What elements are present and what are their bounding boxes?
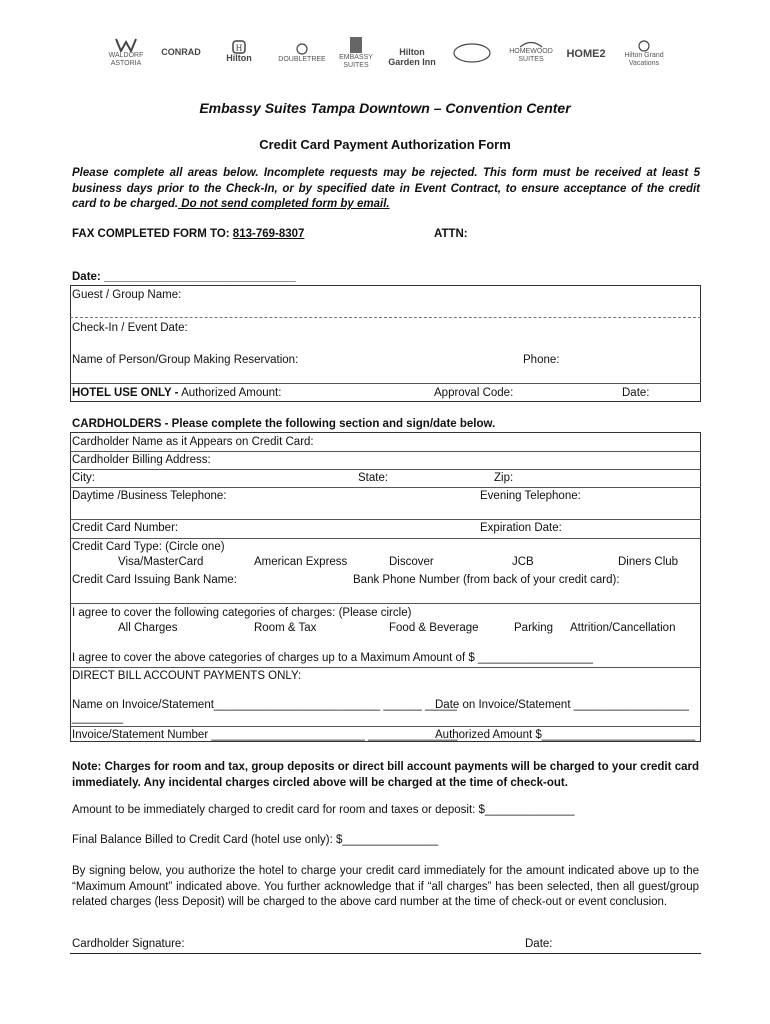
fax-line [72, 228, 304, 240]
hilton-grand-vacations-logo [618, 40, 670, 67]
home2-logo [566, 48, 606, 60]
hotel-date-field[interactable]: Date: [622, 387, 650, 399]
divider [70, 538, 701, 539]
logo-text: WALDORF ASTORIA [108, 52, 144, 67]
cardholder-name-field[interactable]: Cardholder Name as it Appears on Credit Card: [72, 436, 314, 448]
cardholders-header: CARDHOLDERS - Please complete the following section and sign/date below. [72, 418, 496, 430]
homewood-suites-logo [508, 38, 554, 63]
intro-text: Please complete all areas below. Incomplete requests may be rejected. This form must be received at least 5 business days prior to the Check-In, or by specified date in Event Contract, to ensure acceptance of the credit card to be charged. [72, 167, 700, 210]
invoice-name-continued: ________ [72, 712, 124, 724]
divider [70, 487, 701, 488]
date-field[interactable]: Date: ______________________________ [72, 271, 296, 283]
evening-phone-field[interactable]: Evening Telephone: [480, 490, 581, 502]
logo-text: Hilton Garden Inn [388, 47, 436, 67]
charge-category-option[interactable]: Room & Tax [254, 622, 317, 634]
check-in-date-field[interactable]: Check-In / Event Date: [72, 322, 188, 334]
logo-text: DOUBLETREE [278, 56, 326, 63]
divider [70, 519, 701, 520]
signature-line [70, 953, 701, 954]
logo-text: CONRAD [161, 47, 201, 57]
intro-instructions [72, 166, 700, 213]
divider [70, 603, 701, 604]
charges-agreement-label: I agree to cover the following categories of charges: (Please circle) [72, 607, 412, 619]
signature-date-field[interactable]: Date: [525, 938, 553, 950]
charge-category-option[interactable]: Food & Beverage [389, 622, 479, 634]
authorization-statement: By signing below, you authorize the hotel to charge your credit card immediately for the amount indicated above up to the “Maximum Amount” indicated above. You further acknowledge that if “all charges” has been selected, then all guest/group related charges (less Deposit) will be charged to the above card number at the time of check-out or event conclusion. [72, 865, 699, 908]
card-type-option[interactable]: JCB [512, 556, 534, 568]
issuing-bank-field[interactable]: Credit Card Issuing Bank Name: [72, 574, 237, 586]
card-type-option[interactable]: Diners Club [618, 556, 679, 568]
immediate-charge-amount-field[interactable]: Amount to be immediately charged to credit card for room and taxes or deposit: $______________ [72, 804, 575, 816]
card-type-option[interactable]: American Express [254, 556, 348, 568]
divider [70, 451, 701, 452]
hotel-title: Embassy Suites Tampa Downtown – Convention Center [199, 100, 571, 116]
brand-logos [100, 36, 680, 76]
approval-code-field[interactable]: Approval Code: [434, 387, 514, 399]
city-field[interactable]: City: [72, 472, 95, 484]
expiration-date-field[interactable]: Expiration Date: [480, 522, 562, 534]
zip-field[interactable]: Zip: [494, 472, 514, 484]
charge-category-option[interactable]: Parking [514, 622, 553, 634]
state-field[interactable]: State: [358, 472, 389, 484]
fax-number: 813-769-8307 [232, 228, 305, 240]
bank-phone-field[interactable]: Bank Phone Number (from back of your credit card): [353, 574, 620, 586]
reservation-box [70, 285, 701, 402]
logo-text: Hilton Grand Vacations [624, 52, 664, 67]
divider [70, 383, 701, 384]
cardholder-signature-field[interactable]: Cardholder Signature: [72, 938, 185, 950]
embassy-suites-logo [336, 36, 376, 69]
card-number-field[interactable]: Credit Card Number: [72, 522, 179, 534]
hilton-logo [222, 40, 256, 64]
authorized-amount-dollar-field[interactable]: Authorized Amount $________________________ [435, 729, 696, 741]
logo-text: Hilton [226, 53, 252, 63]
svg-text:H: H [235, 43, 243, 53]
charges-note: Note: Charges for room and tax, group deposits or direct bill account payments will be charged to your credit card immediately. Any incidental charges circled above will be charged at the time of check-out. [72, 761, 699, 789]
logo-text: HOMEWOOD SUITES [509, 48, 553, 63]
doubletree-logo [276, 42, 328, 64]
charge-category-option[interactable]: Attrition/Cancellation [570, 622, 676, 634]
divider [70, 317, 701, 318]
card-type-option[interactable]: Discover [389, 556, 434, 568]
reservation-maker-field[interactable]: Name of Person/Group Making Reservation: [72, 354, 299, 366]
divider [70, 667, 701, 668]
authorized-amount-label: Authorized Amount: [178, 387, 282, 399]
divider [70, 469, 701, 470]
direct-bill-label: DIRECT BILL ACCOUNT PAYMENTS ONLY: [72, 670, 302, 682]
final-balance-field[interactable]: Final Balance Billed to Credit Card (hotel use only): $_______________ [72, 834, 439, 846]
card-type-label: Credit Card Type: (Circle one) [72, 541, 225, 553]
form-title: Credit Card Payment Authorization Form [259, 137, 511, 152]
invoice-number-field[interactable]: Invoice/Statement Number ________________________ ______________ [72, 729, 458, 741]
logo-text: EMBASSY SUITES [339, 54, 373, 69]
attn-label: ATTN: [434, 228, 468, 240]
daytime-phone-field[interactable]: Daytime /Business Telephone: [72, 490, 227, 502]
conrad-logo [156, 48, 206, 58]
logo-text: HOME2 [566, 48, 606, 60]
phone-field[interactable]: Phone: [523, 354, 560, 366]
charge-category-option[interactable]: All Charges [118, 622, 178, 634]
hotel-use-only-label: HOTEL USE ONLY - [72, 387, 179, 399]
intro-no-email: Do not send completed form by email. [178, 198, 390, 210]
fax-label: FAX COMPLETED FORM TO: [72, 228, 230, 240]
hampton-logo [452, 42, 492, 64]
guest-group-name-field[interactable]: Guest / Group Name: [72, 289, 182, 301]
card-type-option[interactable]: Visa/MasterCard [118, 556, 204, 568]
authorized-amount-field[interactable] [72, 387, 281, 399]
invoice-date-field[interactable]: Date on Invoice/Statement __________________ [435, 699, 689, 711]
invoice-name-field[interactable]: Name on Invoice/Statement__________________________ ______ _____ [72, 699, 457, 711]
divider [70, 726, 701, 727]
billing-address-field[interactable]: Cardholder Billing Address: [72, 454, 211, 466]
maximum-amount-field[interactable]: I agree to cover the above categories of charges up to a Maximum Amount of $ __________________ [72, 652, 594, 664]
waldorf-astoria-logo [108, 38, 144, 67]
hilton-garden-inn-logo [386, 48, 438, 68]
